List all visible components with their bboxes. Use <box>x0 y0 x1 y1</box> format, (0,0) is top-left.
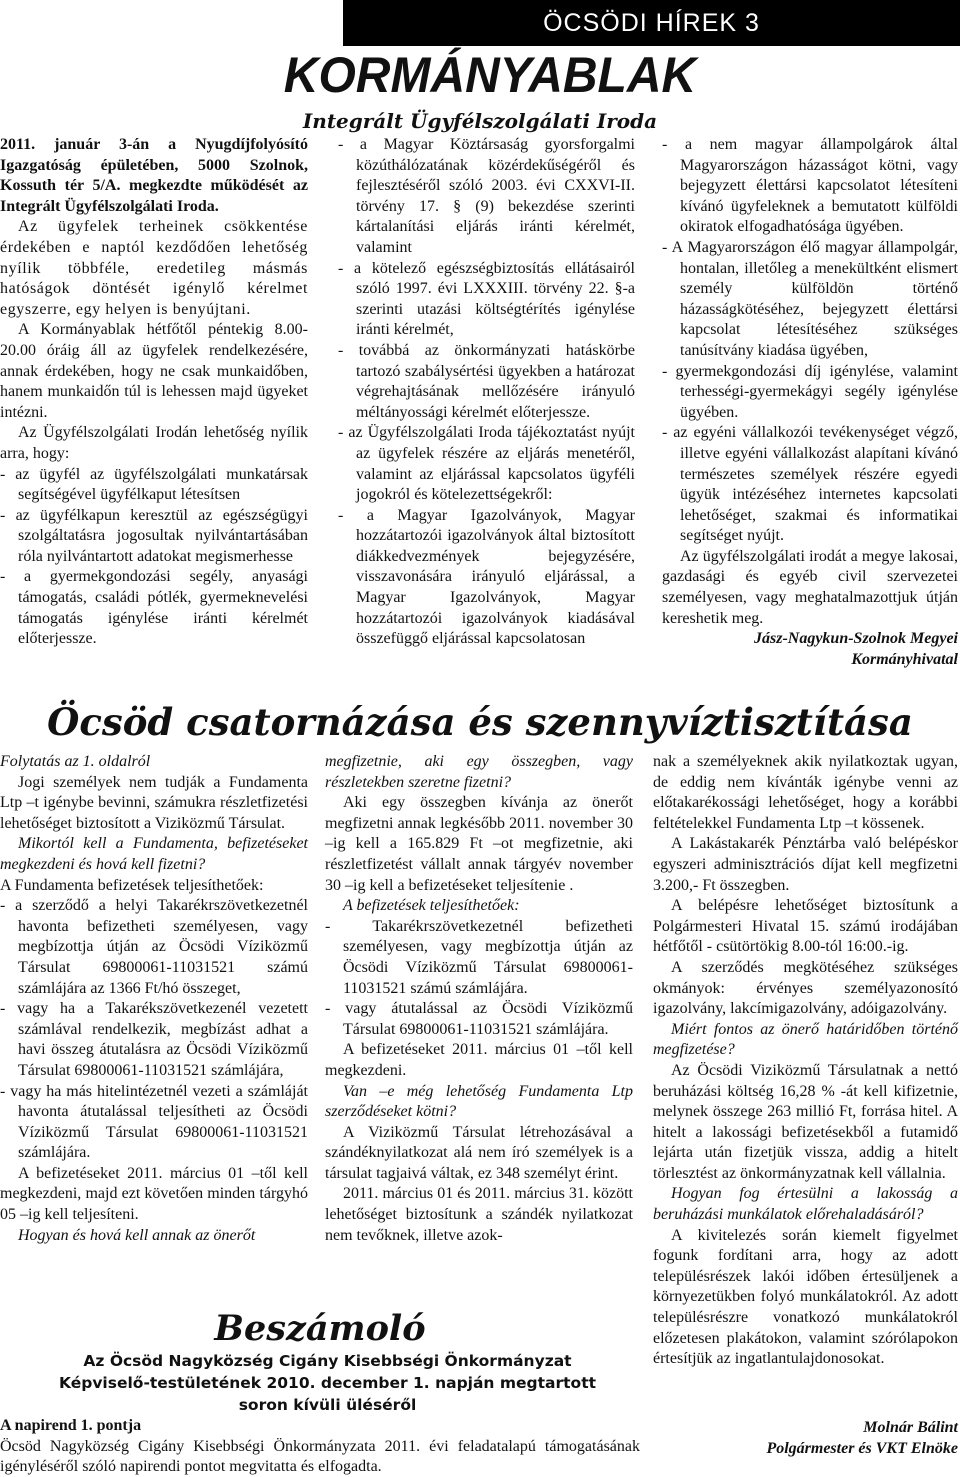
article2-column-1 <box>0 752 308 1246</box>
subheadline-line: soron kívüli üléséről <box>238 1396 417 1414</box>
paragraph: Miért fontos az önerő határidőben történő megfizetése? <box>653 1020 958 1059</box>
intro-paragraph: 2011. január 3-án a Nyugdíjfolyósító Igazgatóság épületében, 5000 Szolnok, Kossuth tér 5/A. megkezdte működését az Integrált Ügyfélszolgálati Iroda. <box>0 136 308 215</box>
list-item: - az egyéni vállalkozói tevékenységet végző, illetve egyéni vállalkozást alapítani kívánó természetes személyek részére egyedi ügyük intézéséhez internetes kapcsolati lehetőséget, szakmai és informatikai segítséget nyújt. <box>662 424 958 545</box>
list-item: - az ügyfélkapun keresztül az egészségügyi szolgáltatásra jogosultak nyilvántartásában róla nyilvántartott adatokat megismerhesse <box>0 506 308 565</box>
article1-column-2 <box>338 135 635 650</box>
signature-title: Polgármester és VKT Elnöke <box>766 1439 958 1457</box>
agenda-heading: A napirend 1. pontja <box>0 1417 142 1434</box>
article2-headline: Öcsöd csatornázása és szennyvíztisztítása <box>47 700 913 744</box>
article2-signature <box>653 1418 958 1459</box>
list-item: - a nem magyar állampolgárok által Magyarországon házasságot kötni, vagy bejegyzett élettársi kapcsolatot létesíteni kívánó ügyfeleknek a bemutatott külföldi okiratok elfogadhatósága ügyében. <box>662 136 958 236</box>
article-headline: KORMÁNYABLAK <box>283 47 697 104</box>
list-item: - a kötelező egészségbiztosítás ellátásairól szóló 1997. évi LXXXIII. törvény 22. §-a szerinti utazási költségtérítés igénylése iránti kérelmét, <box>338 259 635 339</box>
paragraph: A kivitelezés során kiemelt figyelmet fogunk fordítani arra, hogy az adott településrészek lakói időben értesüljenek a környezetükben folyó munkálatokról. Az adott településrészre vonatkozó munkálatokról előzetesen plakátokon, valamint szórólapokon értesítjük az ingatlantulajdonosokat. <box>653 1226 958 1368</box>
signature-name: Molnár Bálint <box>863 1419 958 1436</box>
list-item: - a szerződő a helyi Takarékrszövetkezetnél havonta befizetheti személyesen, vagy megbízottja útján az Öcsödi Víziközmű Társulat 69800061-11031521 számú számlájára az 1366 Ft/hó összeget, <box>0 897 308 997</box>
list-item: - az Ügyfélszolgálati Iroda tájékoztatást nyújt az ügyfelek részére az eljárás menetéről, valamint az eljárással kapcsolatos ügyféli jogokról és kötelezettségekről: <box>338 424 635 504</box>
paragraph: Hogyan és hová kell annak az önerőt <box>18 1226 256 1244</box>
paragraph: A befizetések teljesíthetőek: <box>343 897 520 915</box>
list-item: - a gyermekgondozási segély, anyasági támogatás, családi pótlék, gyermeknevelési támogatás igénylése iránti kérelmét előterjessze. <box>0 568 308 648</box>
paragraph: A Fundamenta befizetések teljesíthetőek: <box>0 876 264 894</box>
paragraph: nak a személyeknek akik nyilatkoztak ugyan, de eddig nem kívánták igénybe venni az előtakarékossági lehetőséget, hogy a korábbi feltételekkel Fundamenta Ltp –t kössenek. <box>653 753 958 832</box>
article2-column-3 <box>653 752 958 1370</box>
article3-subheadline <box>0 1350 655 1416</box>
paragraph: Az Ügyfélszolgálati Irodán lehetőség nyílik arra, hogy: <box>0 424 308 462</box>
list-item: - továbbá az önkormányzati hatáskörbe tartozó szabálysértési ügyekben a határozat végrehajtásának mellőzésére irányuló méltányossági kérelmét előterjessze. <box>338 341 635 421</box>
paragraph: Öcsöd Nagyközség Cigány Kisebbségi Önkormányzata 2011. évi feladatalapú támogatásának igényléséről szóló napirendi pontot megvitatta és elfogadta. <box>0 1437 640 1476</box>
article3-body <box>0 1416 640 1477</box>
paragraph: Az Öcsödi Viziközmű Társulatnak a nettó beruházási költség 16,28 % -át kell kifizetnie, melynek összege 263 millió Ft, forrása hitel. A hitelt a lakossági befizetésekből a futamidő lejárta után fizetjük vissza, addig a hitelt törlesztést az önkormányzatnak kell vállalnia. <box>653 1061 958 1182</box>
article1-column-1 <box>0 135 308 650</box>
paragraph: A belépésre lehetőséget biztosítunk a Polgármesteri Hivatal 15. számú irodájában hétfőtől - csütörtökig 8.00-tól 16:00.-ig. <box>653 897 958 956</box>
paragraph: A Lakástakarék Pénztárba való belépéskor egyszeri adminisztrációs díjat kell megfizetni 3.200,- Ft összegben. <box>653 835 958 894</box>
article2-column-2 <box>325 752 633 1246</box>
paragraph: megfizetnie, aki egy összegben, vagy részletekben szeretne fizetni? <box>325 753 633 791</box>
paragraph: A szerződés megkötéséhez szükséges okmányok: érvényes személyazonosító igazolvány, lakcímigazolvány, adóigazolvány. <box>653 958 958 1018</box>
paragraph: Folytatás az 1. oldalról <box>0 753 151 770</box>
paragraph: A befizetéseket 2011. március 01 –től kell megkezdeni. <box>325 1041 633 1079</box>
signature-line: Jász-Nagykun-Szolnok Megyei <box>753 630 958 648</box>
article1-column-3 <box>662 135 958 670</box>
list-item: - a Magyar Köztársaság gyorsforgalmi közúthálózatának közérdekűségéről és fejlesztéséről szóló 2003. évi CXXVI-II. törvény 17. § (9) bekezdése szerinti kártalanítási eljárás iránti kérelmét, valamint <box>338 136 635 256</box>
list-item: - vagy ha más hitelintézetnél vezeti a számláját havonta átutalással teljesítheti az Öcsödi Víziközmű Társulat 69800061-11031521 számlájára. <box>0 1082 308 1162</box>
list-item: - az ügyfél az ügyfélszolgálati munkatársak segítségével ügyfélkaput létesítsen <box>0 465 308 504</box>
list-item: - A Magyarországon élő magyar állampolgár, hontalan, illetőleg a menekültként elismert személy külföldön történő házasságkötéséhez, bejegyzett élettársi kapcsolat létesítéséhez szükséges tanúsítvány kiadása ügyében, <box>662 238 958 359</box>
paragraph: A Kormányablak hétfőtől péntekig 8.00-20.00 óráig áll az ügyfelek rendelkezésére, annak érdekében, hogy ne csak munkaidőben, hanem munkaidőn túl is lehessen majd ügyeket intézni. <box>0 321 308 421</box>
paragraph: Jogi személyek nem tudják a Fundamenta Ltp –t igénybe bevinni, számukra részletfizetési lehetőséget biztosított a Viziközmű Társulat. <box>0 773 308 832</box>
paragraph: Mikortól kell a Fundamenta, befizetéseket megkezdeni és hová kell fizetni? <box>0 835 308 873</box>
signature-line: Kormányhivatal <box>851 650 958 668</box>
list-item: - vagy átutalással az Öcsödi Víziközmű Társulat 69800061-11031521 számlájára. <box>325 1000 633 1038</box>
article-subheadline: Integrált Ügyfélszolgálati Iroda <box>302 109 658 133</box>
list-item: - vagy ha a Takarékszövetkezenél vezetett számlával rendelkezik, megbízást adhat a havi összeg átutalásra az Öcsödi Víziközmű Társulat 69800061-11031521 számlájára, <box>0 1000 308 1079</box>
paragraph: Hogyan fog értesülni a lakosság a beruházási munkálatok előrehaladásáról? <box>653 1185 958 1224</box>
list-item: - gyermekgondozási díj igénylése, valamint terhességi-gyermekágyi segély igénylése ügyében. <box>662 362 958 421</box>
article3-headline: Beszámoló <box>214 1308 426 1349</box>
paragraph: Az ügyfélszolgálati irodát a megye lakosai, gazdasági és egyéb civil szervezetei személyesen, vagy meghatalmazottjuk útján kereshetik meg. <box>662 547 958 627</box>
paragraph: Van –e még lehetőség Fundamenta Ltp szerződéseket kötni? <box>325 1082 633 1121</box>
paragraph: 2011. március 01 és 2011. március 31. között lehetőséget biztosítunk a szándék nyilatkozat nem tevőknek, illetve azok- <box>325 1185 633 1244</box>
subheadline-line: Az Öcsöd Nagyközség Cigány Kisebbségi Önkormányzat <box>83 1352 572 1370</box>
paragraph: A Viziközmű Társulat létrehozásával a szándéknyilatkozat alá nem író személyek is a társulat tagjaivá váltak, ez 348 személyt érint. <box>325 1123 633 1182</box>
list-item: - Takarékrszövetkezetnél befizetheti személyesen, vagy megbízottja útján az Öcsödi Víziközmű Társulat 69800061-11031521 számú számlájára. <box>325 917 633 997</box>
paragraph: Aki egy összegben kívánja az önerőt megfizetni annak legkésőbb 2011. november 30 –ig kell a 165.829 Ft –ot megfizetnie, aki részletfizetést vállalt annak tárgyév november 30 –ig kell a befizetéseket teljesítenie . <box>325 794 633 894</box>
list-item: - a Magyar Igazolványok, Magyar hozzátartozói igazolványok által biztosított diákkedvezmények bejegyzésére, visszavonására irányuló eljárással, a Magyar Igazolványok, Magyar hozzátartozói igazolványok kiadásával összefüggő eljárással kapcsolatosan <box>338 506 635 648</box>
section-header: ÖCSÖDI HÍREK 3 <box>343 0 960 46</box>
paragraph: A befizetéseket 2011. március 01 –től kell megkezdeni, majd ezt követően minden tárgyhó 05 –ig kell teljesíteni. <box>0 1164 308 1224</box>
paragraph: Az ügyfelek terheinek csökkentése érdekében e naptól kezdődően lehetőség nyílik többféle, eredetileg másmás hatóságok döntését igénylő kérelmet egyszerre, egy helyen is benyújtani. <box>0 218 308 318</box>
subheadline-line: Képviselő-testületének 2010. december 1. napján megtartott <box>58 1374 597 1392</box>
